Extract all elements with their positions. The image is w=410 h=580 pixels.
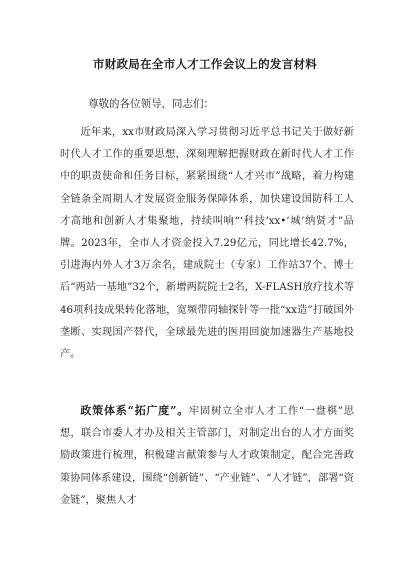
salutation: 尊敬的各位领导，同志们： [88,98,214,110]
paragraph-intro [60,122,354,366]
paragraph-policy-system [60,400,354,512]
document-title: 市财政局在全市人才工作会议上的发言材料 [92,57,318,71]
paragraph-heading: 政策体系“拓广度”。 [80,404,190,417]
paragraph-text: 牢固树立全市人才工作“一盘棋”思想，联合市委人才办及相关主管部门，对制定出台的人才方面奖励政策进行梳理，积极建言献策参与人才政策制定，配合完善政策协同体系建设，围绕“创新链”、“产业链”、“人才链”，部署“资金链”，聚焦人才 [60,406,354,506]
paragraph-text: 近年来，xx市财政局深入学习贯彻习近平总书记关于做好新时代人才工作的重要思想，深刻理解把握财政在新时代人才工作中的职责使命和任务目标，紧紧围绕“人才兴市”战略，着力构建全链条全周期人才发展资金服务保障体系，加快建设国防科工人才高地和创新人才集聚地，持续叫响“‘科技’xx•‘城’纳贤才”品牌。2023年，全市人才资金投入7.29亿元，同比增长42.7%，引进海内外人才3万余名，建成院士（专家）工作站37个、博士后“两站一基地”32个，新增两院院士2名，X-FLASH放疗技术等46项科技成果转化落地，宽频带同轴探针等一批“xx造”打破国外垄断、实现国产替代，全球最先进的医用回旋加速器生产基地投产。 [60,127,354,361]
